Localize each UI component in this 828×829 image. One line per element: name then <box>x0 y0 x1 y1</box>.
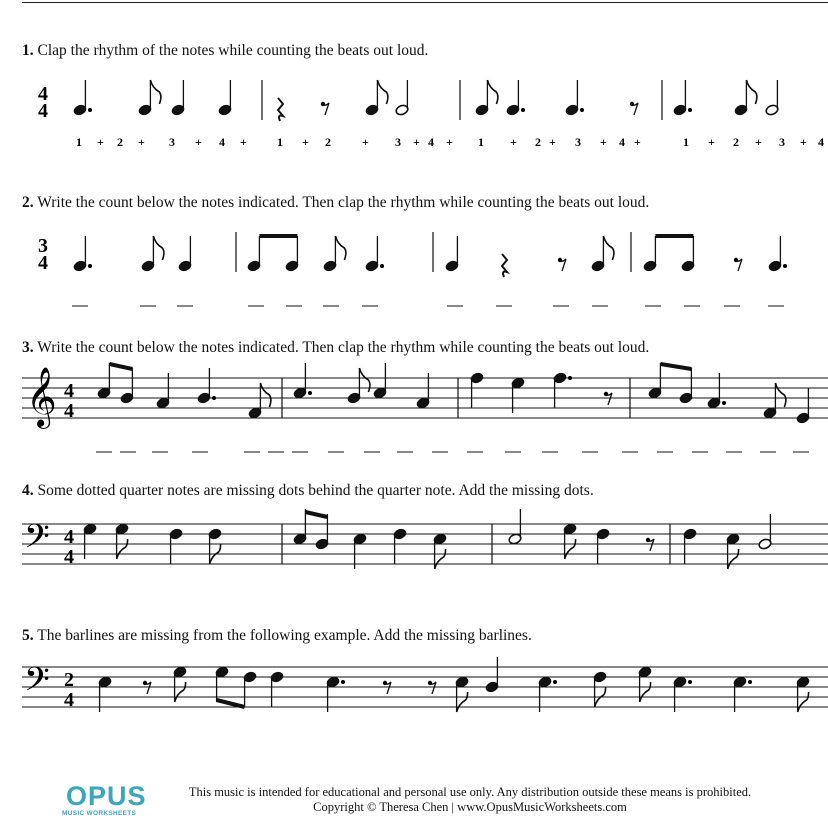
note <box>169 528 183 564</box>
exercise-3-staff <box>22 363 828 452</box>
footer-notice <box>150 785 790 815</box>
exercise-3-instruction: 3. Write the count below the notes indicated. Then clap the rhythm while counting the beats out loud. <box>22 339 650 356</box>
note <box>73 236 92 272</box>
time-signature-bottom: 4 <box>64 400 74 422</box>
ex1-notes <box>73 80 779 121</box>
note <box>141 236 164 272</box>
exercise-4-staff <box>22 509 828 569</box>
note <box>97 363 111 399</box>
beam <box>660 364 691 369</box>
time-signature-bottom: 4 <box>38 100 48 122</box>
note <box>765 80 779 116</box>
exercise-5-staff <box>22 657 828 712</box>
beam <box>305 512 327 517</box>
note <box>683 528 697 564</box>
note <box>197 368 216 404</box>
note <box>445 236 459 272</box>
beam <box>217 700 245 707</box>
treble-clef-icon: 𝄞 <box>26 367 57 427</box>
exercise-1-instruction: 1. Clap the rhythm of the notes while counting the beats out loud. <box>22 42 429 59</box>
time-signature-top: 2 <box>64 669 74 691</box>
note <box>208 528 222 564</box>
exercise-4-instruction: 4. Some dotted quarter notes are missing dots behind the quarter note. Add the missing dots. <box>22 482 594 499</box>
note <box>373 363 387 399</box>
note <box>553 372 572 408</box>
opus-logo: OPUS MUSIC WORKSHEETS <box>62 781 147 817</box>
note <box>643 236 657 272</box>
note <box>395 80 409 116</box>
exercise-1-rhythm <box>38 80 824 149</box>
note <box>673 80 692 116</box>
note <box>270 671 284 707</box>
note <box>734 80 757 116</box>
note <box>293 363 312 399</box>
footer-copyright: Copyright © Theresa Chen | www.OpusMusicWorksheets.com <box>313 800 627 814</box>
note <box>508 509 522 545</box>
time-signature-bottom: 4 <box>64 689 74 711</box>
note <box>323 236 346 272</box>
note <box>171 80 185 116</box>
note <box>758 514 772 550</box>
time-signature-bottom: 4 <box>38 252 48 274</box>
note <box>120 368 134 404</box>
time-signature-top: 4 <box>38 83 48 105</box>
note <box>347 368 370 404</box>
note <box>506 80 525 116</box>
eighth-rest <box>630 102 638 115</box>
note <box>768 236 787 272</box>
note <box>596 528 610 564</box>
time-signature-top: 3 <box>38 235 48 257</box>
eighth-rest <box>734 258 742 271</box>
exercise-2-instruction: 2. Write the count below the notes indicated. Then clap the rhythm while counting the beats out loud. <box>22 194 650 211</box>
bass-clef-icon: 𝄢 <box>24 661 50 707</box>
note <box>591 236 614 272</box>
note <box>218 80 232 116</box>
eighth-rest <box>321 102 329 115</box>
note <box>470 372 484 408</box>
footer-line-1: This music is intended for educational and personal use only. Any distribution outside these means is prohibited. <box>188 785 752 799</box>
note <box>293 509 307 545</box>
beam <box>109 364 132 369</box>
note <box>593 671 607 707</box>
note <box>681 236 695 272</box>
note <box>178 236 192 272</box>
note <box>138 80 161 116</box>
exercise-5-instruction: 5. The barlines are missing from the following example. Add the missing barlines. <box>22 627 532 644</box>
note <box>315 514 329 550</box>
note <box>285 236 299 272</box>
note <box>365 236 384 272</box>
note <box>393 528 407 564</box>
note <box>485 657 499 693</box>
quarter-rest <box>278 98 283 121</box>
note <box>648 363 662 399</box>
note <box>365 80 388 116</box>
note <box>796 388 810 424</box>
bass-clef-icon: 𝄢 <box>24 518 50 564</box>
time-signature-bottom: 4 <box>64 546 74 568</box>
quarter-rest <box>502 254 507 277</box>
exercise-2-rhythm <box>38 232 787 306</box>
ex2-notes <box>72 232 787 306</box>
note <box>679 368 693 404</box>
note <box>475 80 498 116</box>
time-signature-top: 4 <box>64 380 74 402</box>
time-signature-top: 4 <box>64 526 74 548</box>
beat-counts: 1 + 2 + 3 + 4 + 1 + 2 + 3 + 4 + 1 + 2 + 3 + 4 + 1 + 2 + 3 + 4 <box>76 135 824 149</box>
note <box>73 80 92 116</box>
note <box>243 671 257 707</box>
note <box>565 80 584 116</box>
note <box>247 236 261 272</box>
eighth-rest <box>558 258 566 271</box>
